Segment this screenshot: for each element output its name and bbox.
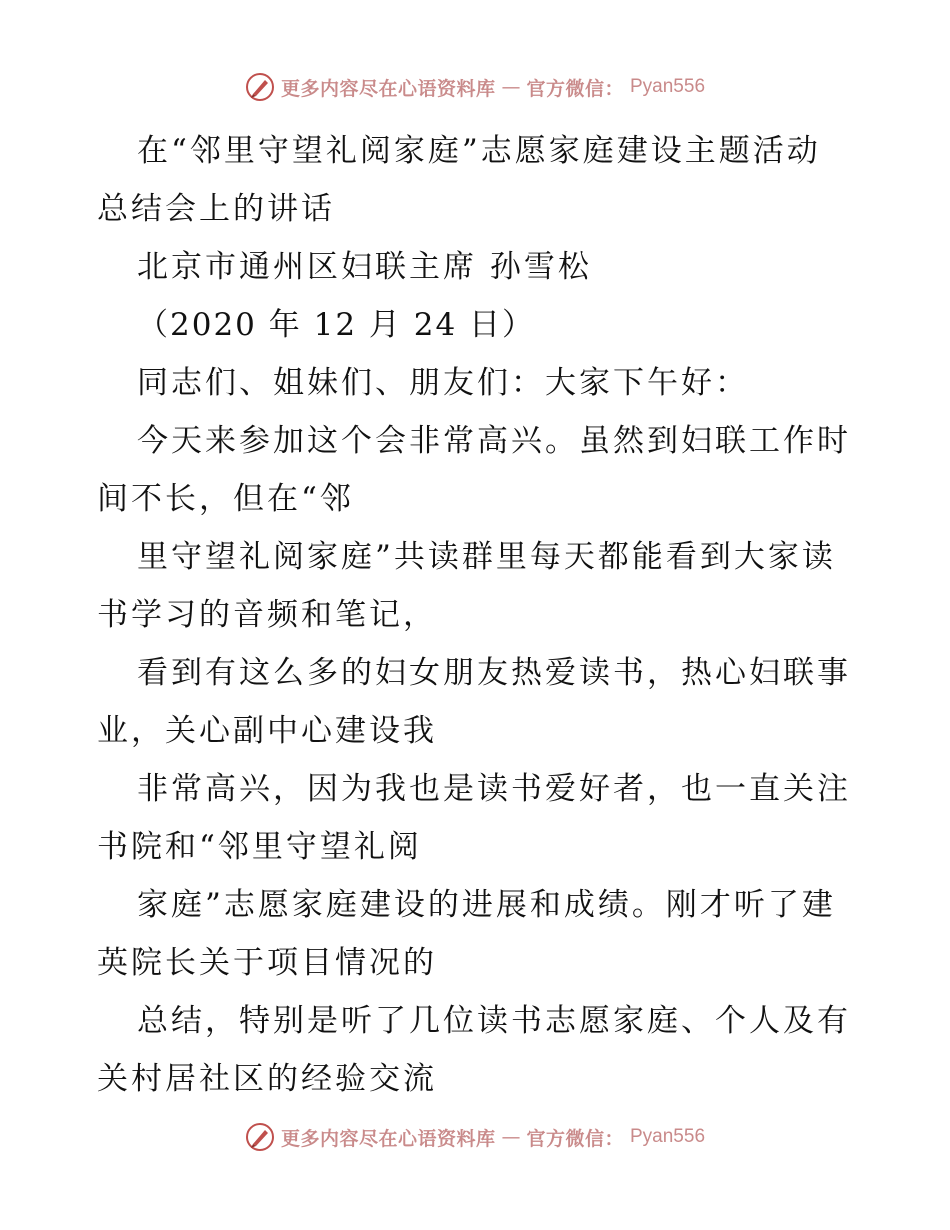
document-body xyxy=(97,122,857,1108)
watermark-separator: — xyxy=(501,76,521,98)
watermark-text: 更多内容尽在心语资料库 xyxy=(280,1127,496,1150)
paragraph-line: 里守望礼阅家庭”共读群里每天都能看到大家读 xyxy=(137,539,836,575)
quill-pen-logo-icon xyxy=(245,1122,275,1152)
paragraph-line: 书院和“邻里守望礼阅 xyxy=(97,829,422,865)
paragraph-line: 关村居社区的经验交流 xyxy=(97,1061,437,1097)
footer-watermark xyxy=(0,1122,950,1152)
watermark-wechat-id: Pyan556 xyxy=(630,1126,706,1147)
title-line-1: 在“邻里守望礼阅家庭”志愿家庭建设主题活动 xyxy=(137,133,821,169)
date-line: （2020 年 12 月 24 日） xyxy=(137,307,536,343)
paragraph-line: 间不长，但在“邻 xyxy=(97,481,354,517)
greeting-line: 同志们、姐妹们、朋友们：大家下午好： xyxy=(137,365,749,401)
paragraph-line: 总结，特别是听了几位读书志愿家庭、个人及有 xyxy=(137,1003,851,1039)
watermark-wechat-label: 官方微信： xyxy=(526,1127,624,1150)
paragraph-line: 今天来参加这个会非常高兴。虽然到妇联工作时 xyxy=(137,423,851,459)
paragraph-line: 看到有这么多的妇女朋友热爱读书，热心妇联事 xyxy=(137,655,851,691)
header-watermark xyxy=(0,72,950,102)
paragraph-line: 业，关心副中心建设我 xyxy=(97,713,437,749)
watermark-wechat-id: Pyan556 xyxy=(630,76,706,97)
watermark-separator: — xyxy=(501,1126,521,1148)
paragraph-line: 英院长关于项目情况的 xyxy=(97,945,437,981)
paragraph-line: 书学习的音频和笔记， xyxy=(97,597,437,633)
speaker-line: 北京市通州区妇联主席 孙雪松 xyxy=(137,249,592,285)
title-line-2: 总结会上的讲话 xyxy=(97,191,335,227)
paragraph-line: 非常高兴，因为我也是读书爱好者，也一直关注 xyxy=(137,771,851,807)
paragraph-line: 家庭”志愿家庭建设的进展和成绩。刚才听了建 xyxy=(137,887,836,923)
watermark-text: 更多内容尽在心语资料库 xyxy=(280,77,496,100)
watermark-wechat-label: 官方微信： xyxy=(526,77,624,100)
quill-pen-logo-icon xyxy=(245,72,275,102)
